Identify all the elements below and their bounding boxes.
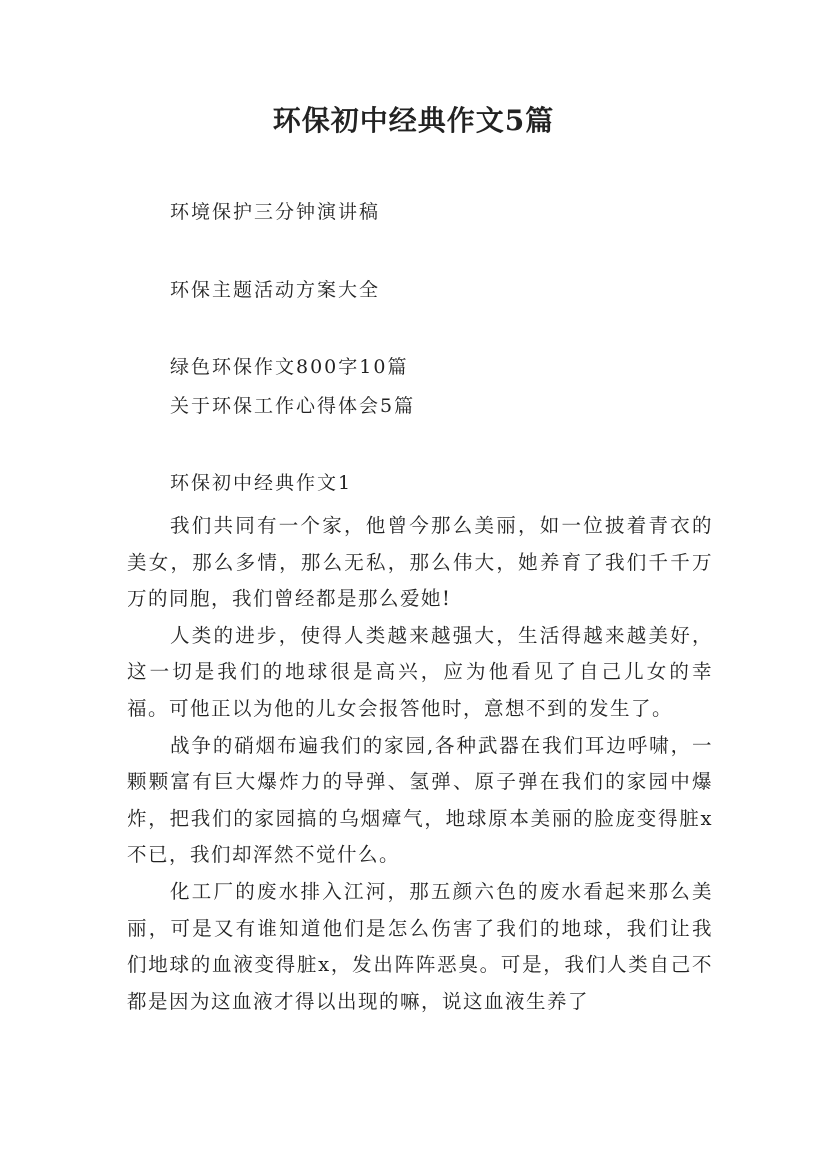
essay-paragraph: 化工厂的废水排入江河，那五颜六色的废水看起来那么美丽，可是又有谁知道他们是怎么伤害了我们的地球，我们让我们地球的血液变得脏x，发出阵阵恶臭。可是，我们人类自己不都是因为这血液才得以出现的嘛，说这血液生养了 — [127, 879, 713, 1013]
essay-paragraph: 战争的硝烟布遍我们的家园,各种武器在我们耳边呼啸，一颗颗富有巨大爆炸力的导弹、氢弹、原子弹在我们的家园中爆炸，把我们的家园搞的乌烟瘴气，地球原本美丽的脸庞变得脏x不已，我们却浑然不觉什么。 — [127, 733, 713, 867]
section-heading: 环保初中经典作文1 — [170, 472, 353, 494]
document-title: 环保初中经典作文5篇 — [272, 104, 555, 137]
essay-paragraph: 我们共同有一个家，他曾今那么美丽，如一位披着青衣的美女，那么多情，那么无私，那么伟大，她养育了我们千千万万的同胞，我们曾经都是那么爱她! — [127, 514, 713, 611]
related-link-work-experience[interactable]: 关于环保工作心得体会5篇 — [170, 395, 416, 417]
related-link-speech[interactable]: 环境保护三分钟演讲稿 — [170, 201, 381, 223]
related-link-green-essay[interactable]: 绿色环保作文800字10篇 — [170, 356, 409, 378]
essay-paragraph: 人类的进步，使得人类越来越强大，生活得越来越美好，这一切是我们的地球很是高兴，应为他看见了自己儿女的幸福。可他正以为他的儿女会报答他时，意想不到的发生了。 — [127, 623, 713, 720]
essay-body — [127, 508, 713, 1020]
related-link-activity-plan[interactable]: 环保主题活动方案大全 — [170, 279, 381, 301]
